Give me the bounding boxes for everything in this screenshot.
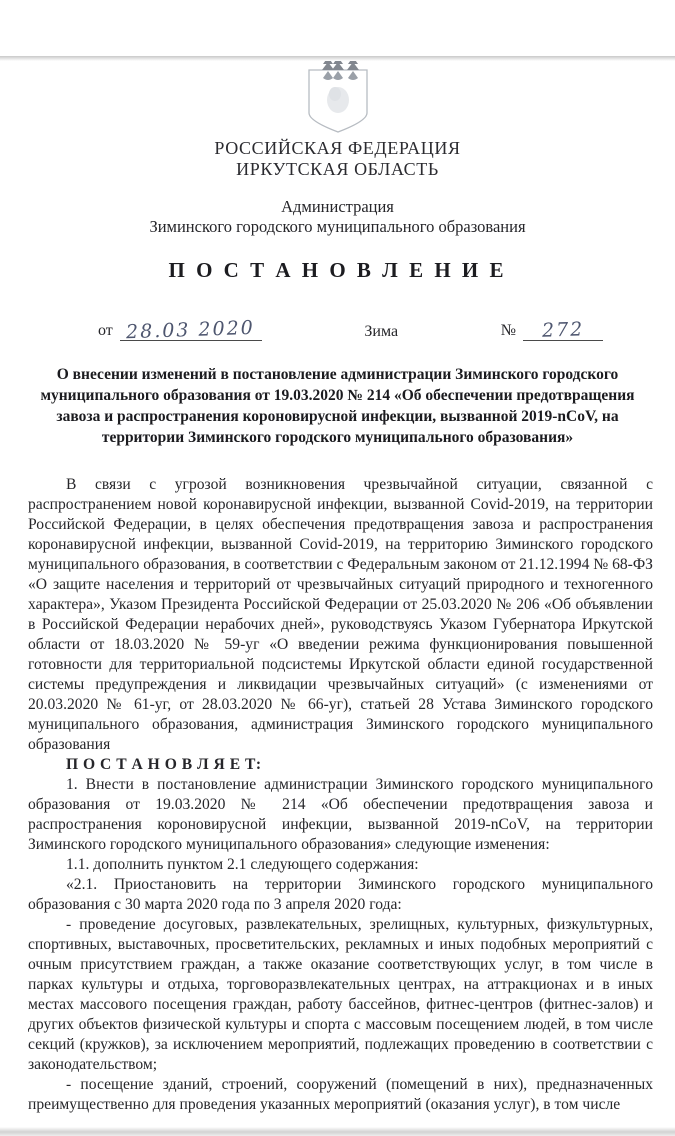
paragraph-dash-events: - проведение досуговых, развлекательных, зрелищных, культурных, физкультурных, спортивных, выставочных, просветительских, рекламных и иных подобных мероприятий с очным присутствием граждан, а также оказание соответствующих услуг, в том числе в парках культуры и отдыха, торговоразвлекательных центрах, на аттракционах и в иных местах массового посещения граждан, работу бассейнов, фитнес-центров (фитнес-залов) и других объектов физической культуры и спорта с массовым посещением людей, в том числе секций (кружков), за исключением мероприятий, подлежащих проведению в соответствии с законодательством; [28,916,653,1073]
document-type-heading: П О С Т А Н О В Л Е Н И Е [168,258,507,282]
number-label: № [500,322,516,339]
resolves-heading: П О С Т А Н О В Л Я Е Т: [66,756,262,773]
number-underline [523,318,603,341]
page-bottom-edge [0,1127,675,1136]
date-label: от [98,322,113,339]
header-org-line2: Зиминского городского муниципального образования [149,217,526,236]
paragraph-item-1-1: 1.1. дополнить пунктом 2.1 следующего содержания: [66,856,419,873]
page-top-edge [0,56,675,61]
header-region: ИРКУТСКАЯ ОБЛАСТЬ [236,159,439,179]
paragraph-item-1: 1. Внести в постановление администрации Зиминского городского муниципального образования от 19.03.2020 № 214 «Об обеспечении предотвращения завоза и распространения короновирусной инфекции, вызванной 2019-nCoV, на территории Зиминского городского муниципального образования» следующие изменения: [28,776,653,853]
paragraph-item-2-1: «2.1. Приостановить на территории Зиминского городского муниципального образования с 30 марта 2020 года по 3 апреля 2020 года: [28,876,653,913]
document-body [28,475,653,1115]
coat-of-arms-icon [302,56,374,134]
place-name: Зима [364,323,399,340]
document-meta-row [98,316,603,344]
paragraph-preamble: В связи с угрозой возникновения чрезвычайной ситуации, связанной с распространением новой коронавирусной инфекции, вызванной Covid-2019, на территории Российской Федерации, в целях обеспечения предотвращения завоза и распространения коронавирусной инфекции, вызванной Covid-2019, на территорию Зиминского городского муниципального образования, в соответствии с Федеральным законом от 21.12.1994 № 68-ФЗ «О защите населения и территорий от чрезвычайных ситуаций природного и техногенного характера», Указом Президента Российской Федерации от 25.03.2020 № 206 «Об объявлении в Российской Федерации нерабочих дней», руководствуясь Указом Губернатора Иркутской области от 18.03.2020 № 59-уг «О введении режима функционирования повышенной готовности для территориальной подсистемы Иркутской области единой государственной системы предупреждения и ликвидации чрезвычайных ситуаций» (с изменениями от 20.03.2020 № 61-уг, от 28.03.2020 № 66-уг), статьей 28 Устава Зиминского городского муниципального образования, администрация Зиминского городского муниципального образования [28,476,653,753]
document-title: О внесении изменений в постановление администрации Зиминского городского муниципального образования от 19.03.2020 № 214 «Об обеспечении предотвращения завоза и распространения короновирусной инфекции, вызванной 2019-nCoV, на территории Зиминского городского муниципального образования» [40,366,635,446]
handwritten-number: 272 [541,318,585,342]
header-org-line1: Администрация [281,197,394,216]
document-page [0,56,675,1136]
date-underline [120,316,262,344]
paragraph-dash-buildings: - посещение зданий, строений, сооружений (помещений в них), предназначенных преимущественно для проведения указанных мероприятий (оказания услуг), в том числе [28,1076,653,1113]
handwritten-date: 28.03 2020 [126,316,256,344]
date-field [98,316,262,344]
header-country: РОССИЙСКАЯ ФЕДЕРАЦИЯ [214,138,461,158]
number-field [501,318,603,341]
